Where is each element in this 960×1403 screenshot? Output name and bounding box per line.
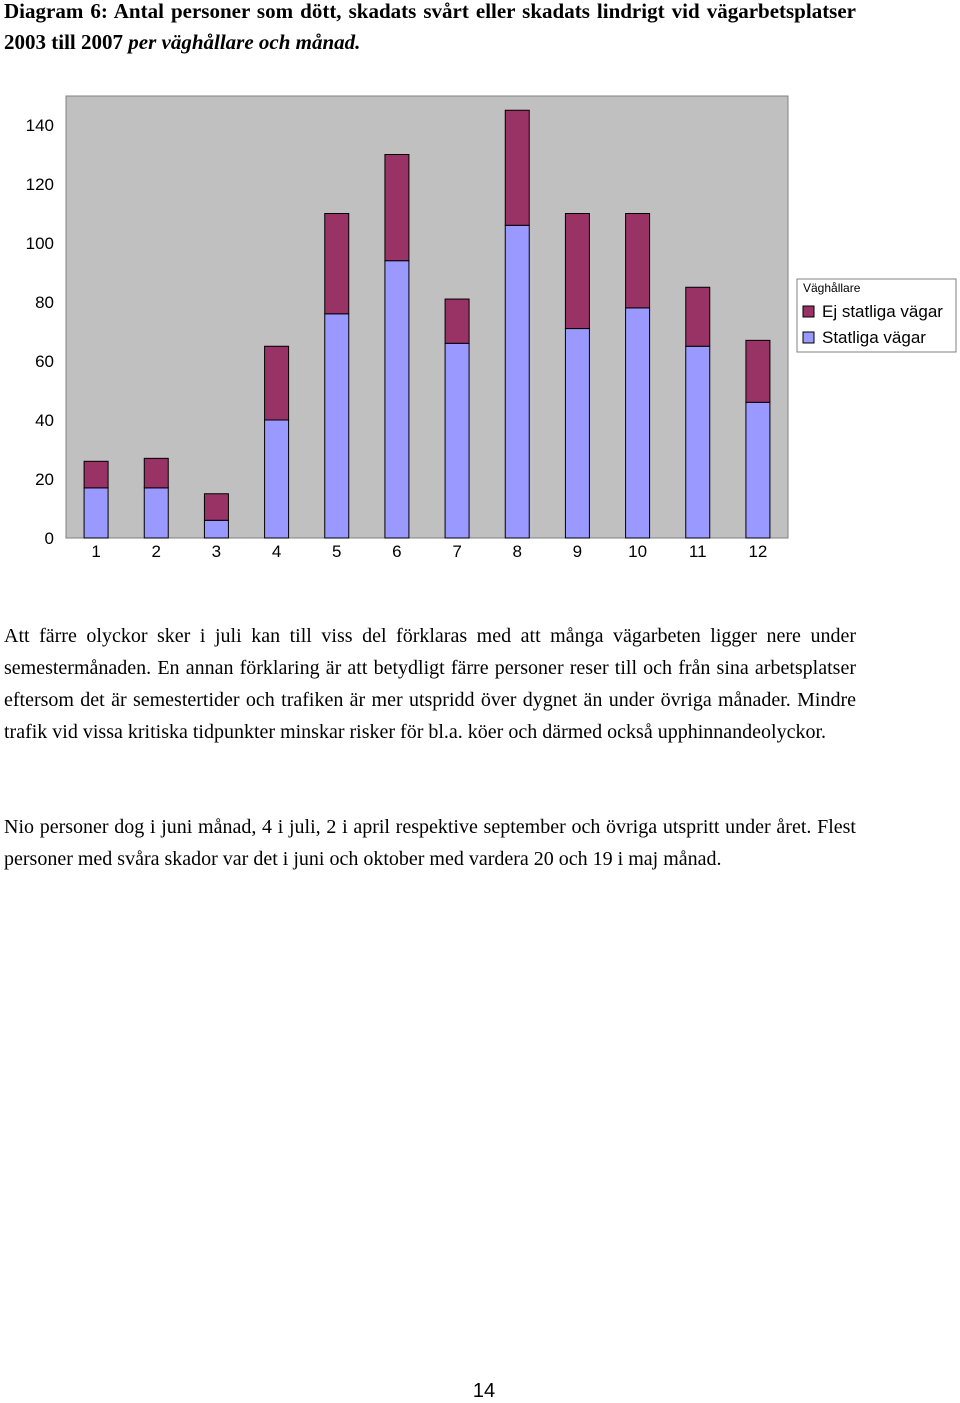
x-tick-label: 8 <box>512 542 522 561</box>
bar-segment-statliga <box>565 329 589 538</box>
y-tick-label: 80 <box>35 293 54 312</box>
stacked-bar-chart <box>0 90 960 580</box>
bar-segment-ej-statliga <box>204 494 228 521</box>
x-tick-label: 11 <box>688 542 707 561</box>
bar-segment-statliga <box>204 520 228 538</box>
bar-segment-statliga <box>505 225 529 538</box>
y-tick-label: 100 <box>25 234 54 253</box>
x-tick-label: 4 <box>271 542 282 561</box>
bar-segment-ej-statliga <box>325 214 349 314</box>
x-axis <box>91 542 767 561</box>
bar-segment-ej-statliga <box>84 461 108 488</box>
legend-swatch-ej-statliga <box>803 306 814 317</box>
bar-segment-ej-statliga <box>385 155 409 261</box>
y-tick-label: 0 <box>44 529 54 548</box>
legend-label-statliga: Statliga vägar <box>822 328 926 347</box>
chart-heading <box>4 0 856 58</box>
bar-segment-ej-statliga <box>445 299 469 343</box>
bar-segment-statliga <box>265 420 289 538</box>
bar-segment-ej-statliga <box>265 346 289 420</box>
y-tick-label: 120 <box>25 175 54 194</box>
bar-segment-statliga <box>626 308 650 538</box>
y-tick-label: 20 <box>35 470 54 489</box>
legend-swatch-statliga <box>803 332 814 343</box>
legend-title: Väghållare <box>803 281 861 295</box>
bar-segment-statliga <box>325 314 349 538</box>
x-tick-label: 6 <box>392 542 402 561</box>
bar-segment-statliga <box>144 488 168 538</box>
bar-segment-ej-statliga <box>626 214 650 308</box>
x-tick-label: 10 <box>628 542 648 561</box>
x-tick-label: 1 <box>91 542 101 561</box>
bar-segment-ej-statliga <box>144 458 168 488</box>
y-tick-label: 140 <box>25 116 54 135</box>
x-tick-label: 2 <box>151 542 161 561</box>
y-tick-label: 40 <box>35 411 54 430</box>
heading-italic-text: per väghållare och månad. <box>128 30 361 54</box>
bar-segment-statliga <box>385 261 409 538</box>
paragraph-1: Att färre olyckor sker i juli kan till viss del förklaras med att många vägarbeten ligger nere under semestermånaden. En annan förklaring är att betydligt färre personer reser till och från sina arbetsplatser eftersom det är semestertider och trafiken är mer utspridd över dygnet än under övriga månader. Mindre trafik vid vissa kritiska tidpunkter minskar risker för bl.a. köer och därmed också upphinnandeolyckor. <box>4 625 856 743</box>
x-tick-label: 7 <box>452 542 462 561</box>
y-tick-label: 60 <box>35 352 54 371</box>
bar-segment-statliga <box>686 346 710 538</box>
x-tick-label: 9 <box>572 542 583 561</box>
bar-segment-statliga <box>84 488 108 538</box>
x-tick-label: 12 <box>748 542 768 561</box>
paragraph-2: Nio personer dog i juni månad, 4 i juli, 2 i april respektive september och övriga utspritt under året. Flest personer med svåra skador var det i juni och oktober med vardera 20 och 19 i maj månad. <box>4 816 856 870</box>
bar-segment-ej-statliga <box>746 340 770 402</box>
bar-segment-statliga <box>445 343 469 538</box>
x-tick-label: 3 <box>211 542 222 561</box>
heading-bold-text: Diagram 6: Antal personer som dött, skadats svårt eller skadats lindrigt vid vägarbetsplatser 2003 till 2007 <box>4 0 856 54</box>
bar-segment-ej-statliga <box>686 287 710 346</box>
bar-segment-statliga <box>746 402 770 538</box>
y-axis <box>26 116 54 548</box>
legend <box>797 279 956 352</box>
bar-segment-ej-statliga <box>565 214 589 329</box>
page-number: 14 <box>472 1380 496 1402</box>
bar-segment-ej-statliga <box>505 110 529 225</box>
legend-label-ej-statliga: Ej statliga vägar <box>822 302 943 321</box>
plot-area <box>66 96 788 538</box>
x-tick-label: 5 <box>332 542 342 561</box>
